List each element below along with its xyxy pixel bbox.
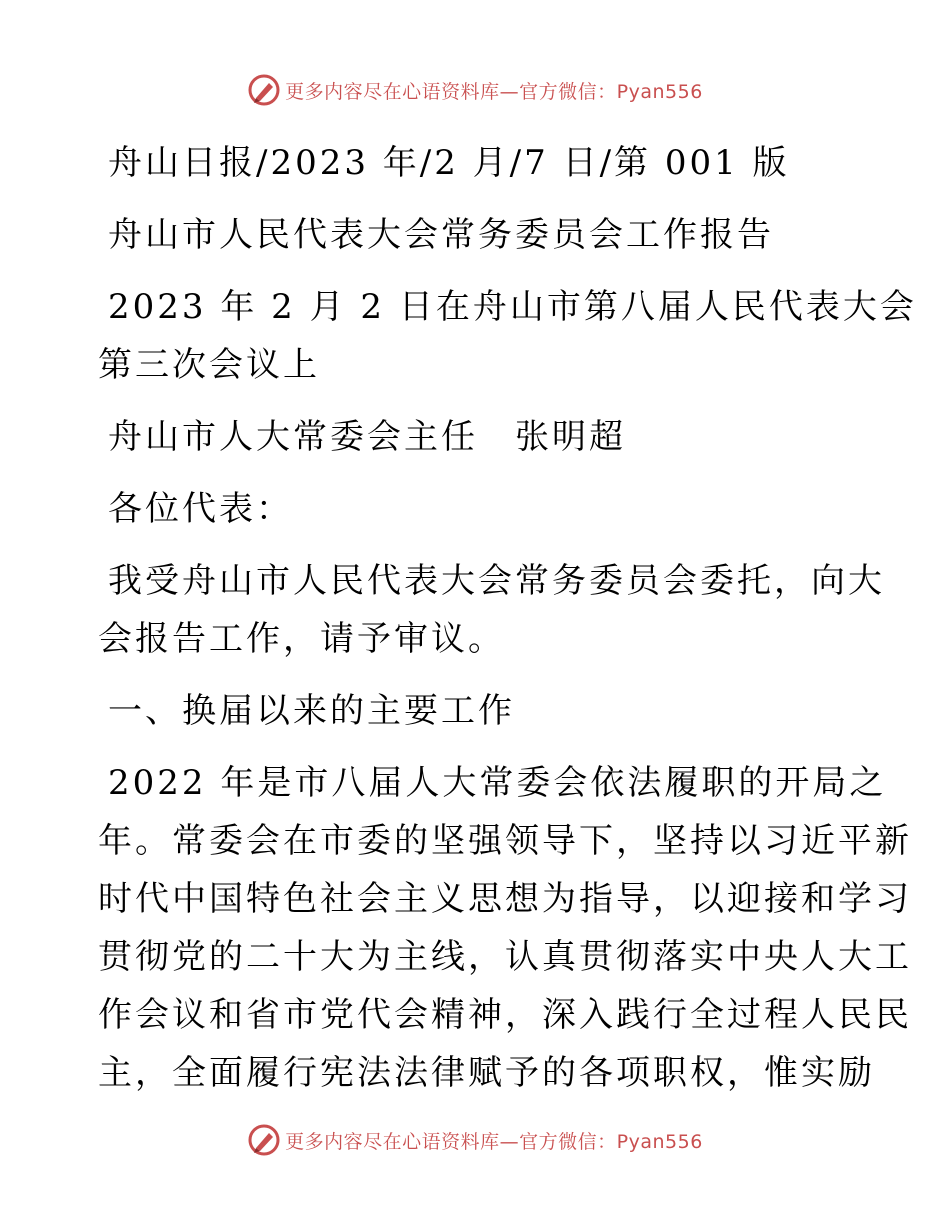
paragraph-meeting xyxy=(98,278,917,394)
watermark-header xyxy=(0,70,950,110)
text-line: 我受舟山市人民代表大会常务委员会委托，向大 xyxy=(108,561,885,601)
text-line: 各位代表： xyxy=(108,489,293,529)
text-line: 舟山日报/2023 年/2 月/7 日/第 001 版 xyxy=(108,143,790,183)
watermark-text: 更多内容尽在心语资料库—官方微信：Pyan556 xyxy=(285,80,703,103)
section-heading xyxy=(98,682,850,740)
text-line: 年。常委会在市委的坚强领导下，坚持以习近平新 xyxy=(98,821,912,861)
watermark-footer xyxy=(0,1120,950,1160)
pen-logo-icon xyxy=(247,73,281,107)
paragraph-author xyxy=(98,408,850,466)
text-line: 第三次会议上 xyxy=(98,345,320,385)
text-line: 时代中国特色社会主义思想为指导，以迎接和学习 xyxy=(98,879,912,919)
paragraph-intro xyxy=(98,552,885,668)
pen-logo-icon xyxy=(247,1123,281,1157)
paragraph-body xyxy=(98,754,912,1102)
watermark-text: 更多内容尽在心语资料库—官方微信：Pyan556 xyxy=(285,1130,703,1153)
text-line: 贯彻党的二十大为主线，认真贯彻落实中央人大工 xyxy=(98,937,912,977)
text-line: 会报告工作，请予审议。 xyxy=(98,619,505,659)
text-line: 主，全面履行宪法法律赋予的各项职权，惟实励 xyxy=(98,1053,875,1093)
paragraph-salutation xyxy=(98,480,850,538)
text-line: 2023 年 2 月 2 日在舟山市第八届人民代表大会 xyxy=(108,287,917,327)
text-line: 舟山市人民代表大会常务委员会工作报告 xyxy=(108,215,774,255)
text-line: 作会议和省市党代会精神，深入践行全过程人民民 xyxy=(98,995,912,1035)
document-body xyxy=(98,120,917,1102)
paragraph-title xyxy=(98,206,850,264)
text-line: 舟山市人大常委会主任 张明超 xyxy=(108,417,626,457)
text-line: 一、换届以来的主要工作 xyxy=(108,691,515,731)
text-line: 2022 年是市八届人大常委会依法履职的开局之 xyxy=(108,763,887,803)
paragraph-source xyxy=(98,134,850,192)
